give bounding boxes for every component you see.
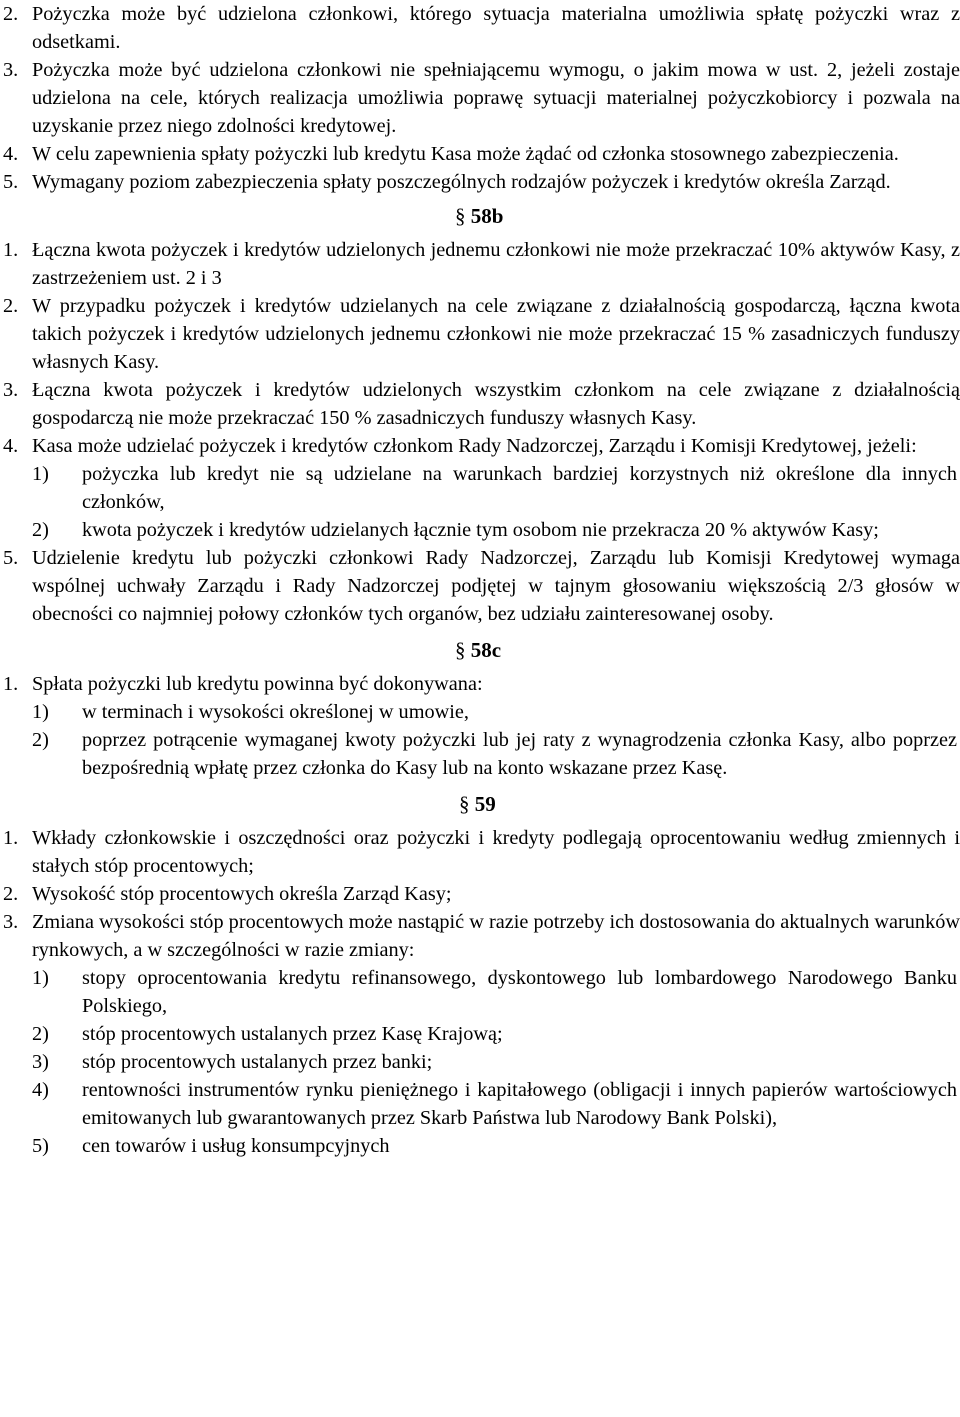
section-heading-58c (0, 636, 960, 664)
item-number: 2. (3, 883, 19, 905)
item-number: 4. (3, 143, 19, 165)
paragraph-item (0, 140, 960, 168)
sub-item (0, 698, 960, 726)
sub-item-number: 2) (32, 519, 49, 541)
paragraph-item (0, 670, 960, 698)
section-number: 58c (470, 638, 502, 662)
item-text: Spłata pożyczki lub kredytu powinna być dokonywana: (32, 673, 483, 695)
sub-item (0, 964, 960, 1020)
item-number: 2. (3, 3, 19, 25)
item-text: Udzielenie kredytu lub pożyczki członkowi Rady Nadzorczej, Zarządu lub Komisji Kredytowej wymaga wspólnej uchwały Zarządu i Rady Nadzorczej podjętej w tajnym głosowaniu większością 2/3 głosów w obecności co najmniej połowy członków tych organów, bez udziału zainteresowanej osoby. (32, 547, 960, 625)
sub-item-text: cen towarów i usług konsumpcyjnych (82, 1135, 390, 1157)
sub-item-text: stóp procentowych ustalanych przez Kasę Krajową; (82, 1023, 503, 1045)
item-text: Łączna kwota pożyczek i kredytów udzielonych wszystkim członkom na cele związane z działalnością gospodarczą nie może przekraczać 150 % zasadniczych funduszy własnych Kasy. (32, 379, 960, 429)
sub-item (0, 1048, 960, 1076)
item-number: 4. (3, 435, 19, 457)
item-text: W celu zapewnienia spłaty pożyczki lub kredytu Kasa może żądać od członka stosownego zabezpieczenia. (32, 143, 899, 165)
sub-item-number: 1) (32, 967, 49, 989)
sub-item-number: 2) (32, 1023, 49, 1045)
item-number: 3. (3, 911, 19, 933)
item-number: 5. (3, 547, 19, 569)
item-number: 1. (3, 239, 19, 261)
item-number: 3. (3, 59, 19, 81)
paragraph-item (0, 292, 960, 376)
item-text: Łączna kwota pożyczek i kredytów udzielonych jednemu członkowi nie może przekraczać 10% aktywów Kasy, z zastrzeżeniem ust. 2 i 3 (32, 239, 960, 289)
sub-item-number: 2) (32, 729, 49, 751)
section-heading-58b (0, 202, 960, 230)
paragraph-item (0, 0, 960, 56)
sub-item-number: 1) (32, 701, 49, 723)
paragraph-item (0, 880, 960, 908)
sub-item-number: 3) (32, 1051, 49, 1073)
paragraph-item (0, 376, 960, 432)
sub-item-text: rentowności instrumentów rynku pieniężnego i kapitałowego (obligacji i innych papierów wartościowych emitowanych lub gwarantowanych przez Skarb Państwa lub Narodowy Bank Polski), (82, 1079, 957, 1129)
sub-item-text: kwota pożyczek i kredytów udzielanych łącznie tym osobom nie przekracza 20 % aktywów Kasy; (82, 519, 879, 541)
item-text: Pożyczka może być udzielona członkowi nie spełniającemu wymogu, o jakim mowa w ust. 2, jeżeli zostaje udzielona na cele, których realizacja umożliwia poprawę sytuacji materialnej pożyczkobiorcy i pozwala na uzyskanie przez niego zdolności kredytowej. (32, 59, 960, 137)
item-text: Wymagany poziom zabezpieczenia spłaty poszczególnych rodzajów pożyczek i kredytów określa Zarząd. (32, 171, 891, 193)
item-text: W przypadku pożyczek i kredytów udzielanych na cele związane z działalnością gospodarczą, łączna kwota takich pożyczek i kredytów udzielonych jednemu członkowi nie może przekraczać 15 % zasadniczych funduszy własnych Kasy. (32, 295, 960, 373)
section-number: 58b (470, 204, 504, 228)
item-number: 1. (3, 827, 19, 849)
sub-item-number: 1) (32, 463, 49, 485)
sub-item (0, 516, 960, 544)
sub-item-number: 4) (32, 1079, 49, 1101)
sub-item-text: poprzez potrącenie wymaganej kwoty pożyczki lub jej raty z wynagrodzenia członka Kasy, albo poprzez bezpośrednią wpłatę przez członka do Kasy lub na konto wskazane przez Kasę. (82, 729, 957, 779)
section-sign: § (455, 204, 466, 228)
item-number: 3. (3, 379, 19, 401)
sub-item (0, 1132, 960, 1160)
sub-item (0, 726, 960, 782)
sub-item-text: pożyczka lub kredyt nie są udzielane na warunkach bardziej korzystnych niż określone dla innych członków, (82, 463, 957, 513)
sub-item-number: 5) (32, 1135, 49, 1157)
sub-item (0, 1020, 960, 1048)
item-number: 5. (3, 171, 19, 193)
sub-item (0, 460, 960, 516)
paragraph-item (0, 56, 960, 140)
item-number: 1. (3, 673, 19, 695)
sub-item-text: w terminach i wysokości określonej w umowie, (82, 701, 469, 723)
item-text: Pożyczka może być udzielona członkowi, którego sytuacja materialna umożliwia spłatę pożyczki wraz z odsetkami. (32, 3, 960, 53)
paragraph-item (0, 236, 960, 292)
item-text: Zmiana wysokości stóp procentowych może nastąpić w razie potrzeby ich dostosowania do aktualnych warunków rynkowych, a w szczególności w razie zmiany: (32, 911, 960, 961)
paragraph-item (0, 432, 960, 460)
section-sign: § (455, 638, 466, 662)
item-text: Wkłady członkowskie i oszczędności oraz pożyczki i kredyty podlegają oprocentowaniu według zmiennych i stałych stóp procentowych; (32, 827, 960, 877)
item-number: 2. (3, 295, 19, 317)
item-text: Wysokość stóp procentowych określa Zarząd Kasy; (32, 883, 452, 905)
paragraph-item (0, 824, 960, 880)
sub-item-text: stopy oprocentowania kredytu refinansowego, dyskontowego lub lombardowego Narodowego Banku Polskiego, (82, 967, 957, 1017)
sub-item (0, 1076, 960, 1132)
paragraph-item (0, 908, 960, 964)
paragraph-item (0, 544, 960, 628)
section-heading-59 (0, 790, 960, 818)
sub-item-text: stóp procentowych ustalanych przez banki; (82, 1051, 433, 1073)
paragraph-item (0, 168, 960, 196)
section-sign: § (459, 792, 470, 816)
section-number: 59 (474, 792, 496, 816)
item-text: Kasa może udzielać pożyczek i kredytów członkom Rady Nadzorczej, Zarządu i Komisji Kredytowej, jeżeli: (32, 435, 917, 457)
